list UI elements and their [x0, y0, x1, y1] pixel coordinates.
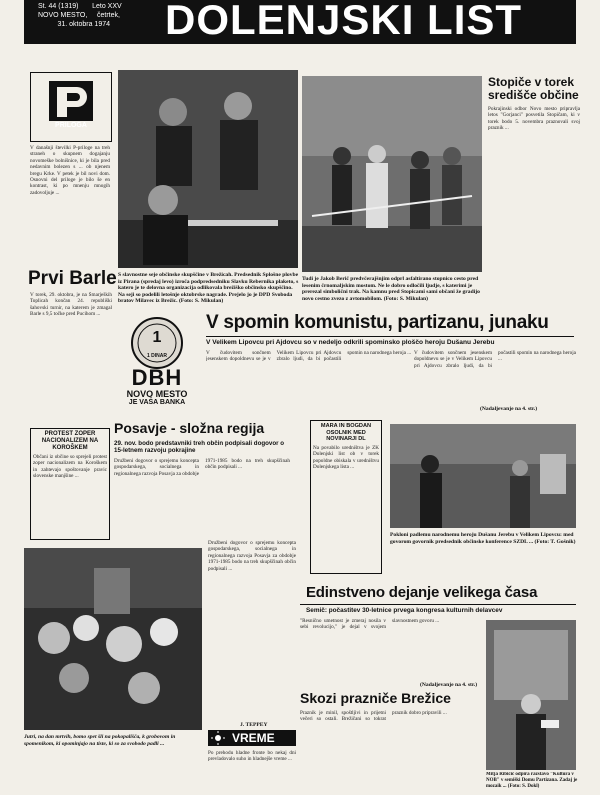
photo-lipovec-caption: Pokloni padlemu narodnemu heroju Dušanu Jerebu v Velikem Lipovcu: med govorom govornik predsednik občinske konference SZDL ... (Foto: T. Gošnik) — [390, 532, 576, 545]
photo-lipovec-ceremony — [390, 424, 576, 528]
photo-people-icon — [118, 70, 298, 268]
protest-headline: PROTEST ZOPER NACIONALIZEM NA KOROŠKEM — [41, 431, 99, 451]
city: NOVO MESTO, — [38, 12, 88, 19]
vreme-header — [208, 730, 296, 746]
stopice-text: Pokrajinski odbor Novo mesto pripravlja letos "Gorjanci" posvetila Stopičam, ki v torek bodo 5. novembra praznovali svoj praznik ... — [488, 106, 580, 132]
weekday: četrtek, — [97, 12, 120, 19]
photo-flowers-icon — [24, 548, 202, 730]
priloga-logo-icon — [41, 77, 101, 127]
dbh-slogan: JE VAŠA BANKA — [128, 399, 186, 406]
photo-speaker-icon — [486, 620, 576, 770]
posavje-text-cont: Družbeni dogovor o sprejemu koncepta gospodarskega, socialnega in regionalnega razvoja Posavja za obdobje 1971-1985 bodo na treh skupščinah občin podpisali ... — [208, 540, 296, 572]
issue-info — [38, 2, 122, 29]
mara-box — [310, 420, 382, 574]
spomin-text-cont: V čudovitem sončnem jesenskem dopoldnevu se je v Velikem Lipovcu pri Ajdovcu zbralo ljudi, da bi počastili spomin na narodnega heroja ... — [414, 350, 576, 369]
photo-brezice-session — [118, 70, 298, 268]
edinstveno-text: "Resnično umetnost je zmeraj nosila v sebi revolucijo," je dejal v svojem slavnostnem govoru ... — [300, 618, 440, 631]
dbh-slogan-city: NOVO MESTO — [126, 389, 188, 399]
vreme-text: Po prehodu hladne fronte bo nekaj dni prevladovalo suho in hladnejše vreme ... — [208, 750, 296, 763]
photo-ribicic — [486, 620, 576, 770]
edinstveno-subhead: Semič: počastitev 30-letnice prvega kongresa kulturnih delavcev — [306, 607, 503, 614]
photo-stopice-ribbon — [302, 76, 482, 272]
newspaper-title: DOLENJSKI LIST — [165, 0, 523, 43]
spomin-text: V čudovitem sončnem jesenskem dopoldnevu se je v Velikem Lipovcu pri Ajdovcu zbralo ljudi, da bi počastili spomin na narodnega heroja ... — [206, 350, 412, 363]
skozi-headline: Skozi prazniče Brežice — [300, 690, 451, 706]
issue-number: St. 44 (1319) — [38, 3, 79, 10]
priloga-box — [30, 72, 112, 142]
spomin-continued: (Nadaljevanje na 4. str.) — [480, 406, 538, 412]
protest-text: Občani iz občine so sprejeli protest zoper nacionalizem na Koroškem in zahtevajo spoštovanje pravic slovenske manjšine ... — [33, 454, 107, 480]
posavje-author: J. TEPPEY — [240, 722, 268, 728]
priloga-label: PRILOGA — [55, 122, 87, 129]
date: 31. oktobra 1974 — [57, 21, 110, 28]
prvi-barle-headline: Prvi Barle — [28, 268, 117, 289]
vreme-label: VREME — [232, 731, 275, 745]
photo-crowd-icon — [302, 76, 482, 272]
mara-text: Na povabilo uredništva je ZK Dolenjski list ob v torek popoldne obiskala v uredništvu Dolenjskega lista ... — [313, 444, 379, 470]
spomin-headline: V spomin komunistu, partizanu, junaku — [206, 312, 549, 333]
edinstveno-continued: (Nadaljevanje na 4. str.) — [420, 682, 478, 688]
photo-ribicic-caption: Mitja Ribičič odpira razstavo "Kultura v NOB" v semiški Domu Partizana. Zadaj je mozaik ... (Foto: S. Dokl) — [486, 772, 578, 789]
photo-stopice-caption: Tudi je Jakob Berič predvčerajšnjim odprl asfaltirano stopnico cesto pred lesenim črnomaljskim mostom. Ne le dobro odločili ljudje, s katerimi je prerezal simbolični trak. Na kamnu pred Stopicami sami občani že gradijo novo cestno zvezo z avtomobilom. (Foto: S. Mikulan) — [302, 276, 480, 302]
divider-2 — [300, 604, 576, 605]
prvi-barle-text: V torek, 29. oktobra, je na Šmarjeških Toplicah končan 24. republiški šahovski turnir, na katerem je zmagal Barle s 9,5 točke pred Pucihom ... — [30, 292, 112, 318]
photo-cemetery-caption: Jutri, na dan mrtvih, bomo spet šli na pokopališča, k grobovom in spomenikom, ki opominjajo na tiste, ki so za svobodo padli ... — [24, 734, 176, 747]
svg-text:1: 1 — [152, 329, 162, 346]
photo-ceremony-icon — [390, 424, 576, 528]
mara-headline: MARA IN BOGDAN OSOLNIK MED NOVINARJI DL — [320, 423, 372, 443]
sun-icon — [211, 731, 225, 745]
protest-box — [30, 428, 110, 540]
posavje-subhead: 29. nov. bodo predstavniki treh občin podpisali dogovor o 15-letnem razvoju pokrajine — [114, 440, 285, 455]
divider — [206, 336, 574, 337]
spomin-subhead: V Velikem Lipovcu pri Ajdovcu so v nedeljo odkrili spominsko ploščo heroju Dušanu Jerebu — [206, 339, 495, 346]
dbh-logo: DBH — [131, 365, 183, 390]
coin-label: 1 DINAR — [146, 353, 167, 359]
priloga-text: V današnji številki P-priloge na treh straneh o skupnem dogajanju novomeške bolnišnice, ki je bila pred nedavnim bolezen s ... ob njenem bregu Krke. V petek je bil novi dom. Osnovni del priloge je bilo še en kontrast, ki po mnenju mnogih zadovoljuje ... — [30, 145, 110, 196]
volume: Leto XXV — [92, 3, 122, 10]
dbh-ad — [114, 316, 200, 416]
coin-icon — [130, 316, 184, 370]
photo-cemetery — [24, 548, 202, 730]
skozi-text: Praznik je minil, spoštljivi in prijetni večeri so ostali. Brežičani so tokrat praznik dobro pripravili ... — [300, 710, 447, 723]
photo-brezice-caption: S slavnostne seje občinske skupščine v Brežicah. Predsednik Splošne plovbe iz Pirana (spredaj levo) izroča podpredsedniku Slavku Rebernika plaketo, s katero je te delovna organizacija odlikovala brežiško občinsko skupščino. Na seji so podelili letošnje oktobrske nagrade. Prejelo jo je DPD Svoboda bratov Milavec iz Brežic. (Foto: S. Mikulan) — [118, 272, 299, 305]
edinstveno-headline: Edinstveno dejanje velikega časa — [306, 584, 538, 601]
posavje-text: Družbeni dogovor o sprejemu koncepta gospodarskega, socialnega in regionalnega razvoja Posavja za obdobje 1971-1985 bodo na treh skupščinah občin podpisali ... — [114, 458, 290, 477]
posavje-headline: Posavje - složna regija — [114, 420, 265, 436]
stopice-headline: Stopiče v torek središče občine — [488, 75, 579, 102]
